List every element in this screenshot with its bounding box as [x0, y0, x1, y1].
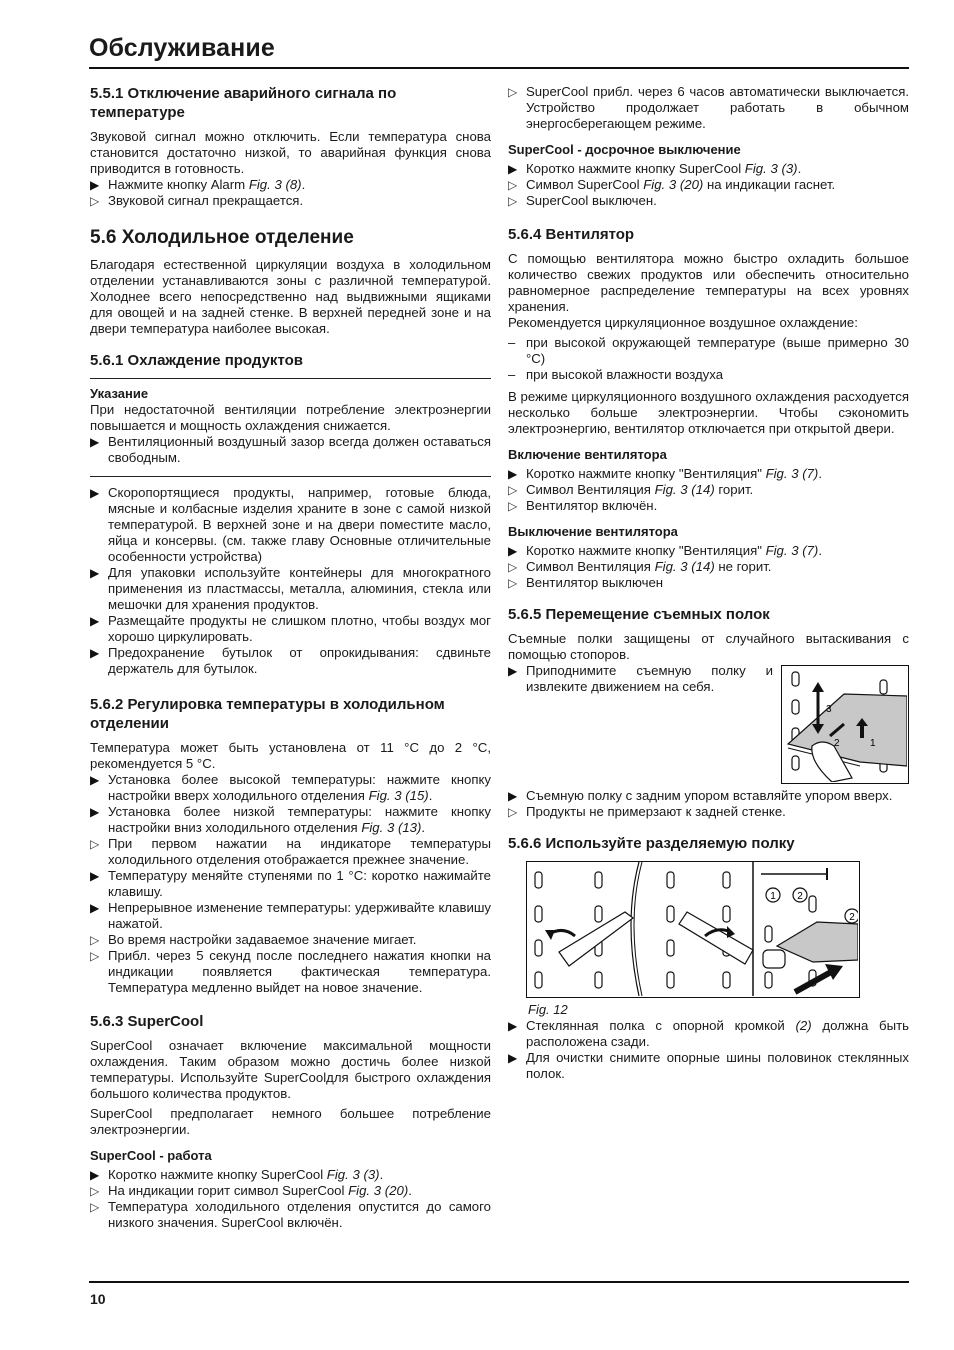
result-arrow-icon [90, 193, 104, 209]
figure-reference: Fig. 3 (3) [326, 1167, 380, 1182]
result-arrow-icon [90, 1199, 104, 1215]
result-step: ▷ Символ SuperCool Fig. 3 (20) на индикации гаснет. [508, 177, 909, 193]
result-step: ▷ Вентилятор включён. [508, 498, 909, 514]
svg-text:3: 3 [826, 704, 832, 715]
action-step: ▶ Непрерывное изменение температуры: удерживайте клавишу нажатой. [90, 900, 491, 932]
action-arrow-icon [90, 900, 104, 916]
split-shelf-steps [508, 1018, 909, 1082]
result-step: ▷ Символ Вентиляция Fig. 3 (14) не горит. [508, 559, 909, 575]
result-arrow-icon [90, 932, 104, 948]
action-step: ▶ Нажмите кнопку Alarm Fig. 3 (8). [90, 177, 491, 193]
result-arrow-icon [90, 948, 104, 964]
section-5-5-1-heading: 5.5.1 Отключение аварийного сигнала по температуре [90, 85, 397, 121]
result-arrow-icon [508, 575, 522, 591]
action-step: ▶ Коротко нажмите кнопку SuperCool Fig. 3 (3). [508, 161, 909, 177]
action-arrow-icon [90, 613, 104, 629]
figure-reference: (2) [795, 1018, 812, 1033]
figure-reference: Fig. 3 (14) [654, 482, 715, 497]
notice-title: Указание [90, 386, 149, 401]
section-5-6-1-heading: 5.6.1 Охлаждение продуктов [90, 352, 303, 369]
action-arrow-icon [508, 663, 522, 679]
fan-off-title: Выключение вентилятора [508, 524, 678, 539]
notice-box [90, 378, 491, 477]
footer-rule [89, 1281, 909, 1283]
action-arrow-icon [508, 466, 522, 482]
action-arrow-icon [508, 543, 522, 559]
figure-reference: Fig. 3 (14) [654, 559, 715, 574]
shelves-text: Съемные полки защищены от случайного вытаскивания с помощью стопоров. [508, 631, 909, 662]
action-step: ▶ Для упаковки используйте контейнеры для многократного применения из пластмассы, металла, алюминия, стекла или мешочки для хранения продуктов. [90, 565, 491, 613]
result-step: ▷ Вентилятор выключен [508, 575, 909, 591]
svg-text:1: 1 [770, 891, 776, 902]
result-arrow-icon [508, 193, 522, 209]
dash-bullet-icon [508, 367, 522, 383]
figure-reference: Fig. 3 (7) [765, 466, 819, 481]
section-5-6-5-heading: 5.6.5 Перемещение съемных полок [508, 606, 770, 623]
fan-off-steps [508, 543, 909, 591]
figure-reference: Fig. 3 (20) [348, 1183, 409, 1198]
section-5-6-3-heading: 5.6.3 SuperCool [90, 1013, 204, 1030]
right-column [508, 84, 909, 1082]
action-arrow-icon [508, 1018, 522, 1034]
action-step: ▶ Предохранение бутылок от опрокидывания: сдвиньте держатель для бутылок. [90, 645, 491, 677]
section-5-6-2-heading: 5.6.2 Регулировка температуры в холодильном отделении [90, 696, 445, 732]
supercool-text-1: SuperCool означает включение максимальной мощности охлаждения. Таким образом можно достичь более низкой температуры. Используйте SuperCoolдля быстрого охлаждения большого количества продуктов. [90, 1038, 491, 1101]
section-5-6-2-steps [90, 772, 491, 996]
action-step: ▶ Съемную полку с задним упором вставляйте упором вверх. [508, 788, 909, 804]
action-step: ▶ Установка более низкой температуры: нажмите кнопку настройки вниз холодильного отделения Fig. 3 (13). [90, 804, 491, 836]
figure-reference: Fig. 3 (3) [744, 161, 798, 176]
fan-conditions [508, 335, 909, 383]
action-arrow-icon [90, 177, 104, 193]
action-arrow-icon [90, 645, 104, 661]
svg-text:2: 2 [797, 891, 803, 902]
result-arrow-icon [508, 498, 522, 514]
result-step: ▷ Звуковой сигнал прекращается. [90, 193, 491, 209]
result-step: ▷ На индикации горит символ SuperCool Fig. 3 (20). [90, 1183, 491, 1199]
result-arrow-icon [508, 177, 522, 193]
action-arrow-icon [90, 1167, 104, 1183]
action-step: ▶ Вентиляционный воздушный зазор всегда должен оставаться свободным. [90, 434, 491, 466]
figure-caption: Fig. 12 [528, 1002, 568, 1017]
action-arrow-icon [508, 161, 522, 177]
figure-reference: Fig. 3 (8) [248, 177, 302, 192]
shelf-removal-row [508, 663, 909, 784]
svg-text:1: 1 [870, 738, 876, 749]
result-step: ▷ Продукты не примерзают к задней стенке. [508, 804, 909, 820]
action-arrow-icon [90, 804, 104, 820]
figure-reference: Fig. 3 (20) [643, 177, 704, 192]
section-5-6-4-heading: 5.6.4 Вентилятор [508, 226, 635, 243]
result-step: ▷ SuperCool прибл. через 6 часов автоматически выключается. Устройство продолжает работать в обычном энергосберегающем режиме. [508, 84, 909, 132]
left-column [90, 84, 491, 1231]
result-step: ▷ SuperCool выключен. [508, 193, 909, 209]
dash-item: – при высокой влажности воздуха [508, 367, 909, 383]
action-step: ▶ Коротко нажмите кнопку "Вентиляция" Fig. 3 (7). [508, 466, 909, 482]
result-step: ▷ Прибл. через 5 секунд после последнего нажатия кнопки на индикации появляется фактическая температура. Температура медленно выйдет на новое значение. [90, 948, 491, 996]
figure-reference: Fig. 3 (13) [361, 820, 422, 835]
supercool-operation-title: SuperCool - работа [90, 1148, 212, 1163]
result-arrow-icon [508, 559, 522, 575]
result-step: ▷ Во время настройки задаваемое значение мигает. [90, 932, 491, 948]
action-arrow-icon [508, 1050, 522, 1066]
shelf-insert-steps [508, 788, 909, 820]
split-shelf-drawing [527, 862, 858, 996]
svg-text:2: 2 [834, 738, 840, 749]
page-title: Обслуживание [89, 34, 275, 62]
result-step: ▷ Температура холодильного отделения опустится до самого низкого значения. SuperCool включён. [90, 1199, 491, 1231]
section-5-6-text: Благодаря естественной циркуляции воздуха в холодильном отделении устанавливаются зоны с различной температурой. Холоднее всего непосредственно над выдвижными ящиками для овощей и на задней стенке. В верхней передней зоне и на двери температура наиболее высокая. [90, 257, 491, 336]
dash-item: – при высокой окружающей температуре (выше примерно 30 °C) [508, 335, 909, 367]
notice-text: При недостаточной вентиляции потребление электроэнергии повышается и мощность охлаждения снижается. [90, 402, 491, 433]
action-step: ▶ Коротко нажмите кнопку "Вентиляция" Fig. 3 (7). [508, 543, 909, 559]
supercool-early-off-title: SuperCool - досрочное выключение [508, 142, 741, 157]
action-arrow-icon [90, 485, 104, 501]
action-step: ▶ Приподнимите съемную полку и извлеките движением на себя. [508, 663, 773, 695]
section-5-6-1-steps [90, 485, 491, 677]
action-arrow-icon [90, 772, 104, 788]
header-rule [89, 67, 909, 69]
supercool-operation-steps [90, 1167, 491, 1231]
result-arrow-icon [90, 836, 104, 852]
figure-reference: Fig. 3 (7) [765, 543, 819, 558]
supercool-text-2: SuperCool предполагает немного большее потребление электроэнергии. [90, 1106, 491, 1137]
action-step: ▶ Стеклянная полка с опорной кромкой (2) должна быть расположена сзади. [508, 1018, 909, 1050]
action-arrow-icon [90, 434, 104, 450]
action-arrow-icon [508, 788, 522, 804]
action-step: ▶ Установка более высокой температуры: нажмите кнопку настройки вверх холодильного отделения Fig. 3 (15). [90, 772, 491, 804]
result-arrow-icon [90, 1183, 104, 1199]
result-step: ▷ Символ Вентиляция Fig. 3 (14) горит. [508, 482, 909, 498]
split-shelf-illustration [526, 861, 860, 998]
page-number: 10 [90, 1291, 106, 1307]
supercool-auto-off [508, 84, 909, 132]
fan-on-steps [508, 466, 909, 514]
fan-on-title: Включение вентилятора [508, 447, 667, 462]
fan-text-2: Рекомендуется циркуляционное воздушное охлаждение: [508, 315, 858, 330]
figure-reference: Fig. 3 (15) [368, 788, 429, 803]
action-step: ▶ Для очистки снимите опорные шины половинок стеклянных полок. [508, 1050, 909, 1082]
section-5-6-6-heading: 5.6.6 Используйте разделяемую полку [508, 835, 795, 852]
section-5-5-1-text: Звуковой сигнал можно отключить. Если температура снова становится достаточно низкой, то аварийная функция снова приводится в готовность. [90, 129, 491, 176]
action-arrow-icon [90, 868, 104, 884]
action-step: ▶ Размещайте продукты не слишком плотно, чтобы воздух мог хорошо циркулировать. [90, 613, 491, 645]
shelf-removal-drawing [782, 666, 907, 782]
action-step: ▶ Скоропортящиеся продукты, например, готовые блюда, мясные и колбасные изделия храните в зоне с самой низкой температурой. В верхней зоне и на двери поместите масло, яйца и консервы. (см. также главу Основные отличительные особенности устройства) [90, 485, 491, 565]
action-step: ▶ Коротко нажмите кнопку SuperCool Fig. 3 (3). [90, 1167, 491, 1183]
svg-text:2: 2 [849, 912, 855, 923]
result-arrow-icon [508, 804, 522, 820]
fan-text-1: С помощью вентилятора можно быстро охладить большое количество свежих продуктов или обеспечить относительно равномерное распределение температуры на всех уровнях хранения. [508, 251, 909, 314]
shelf-removal-illustration [781, 665, 909, 784]
action-arrow-icon [90, 565, 104, 581]
result-step: ▷ При первом нажатии на индикаторе температуры холодильного отделения отображается прежнее значение. [90, 836, 491, 868]
action-step: ▶ Температуру меняйте ступенями по 1 °C: коротко нажимайте клавишу. [90, 868, 491, 900]
section-5-6-heading: 5.6 Холодильное отделение [90, 227, 354, 248]
result-arrow-icon [508, 482, 522, 498]
fan-text-3: В режиме циркуляционного воздушного охлаждения расходуется несколько больше электроэнергии. Чтобы сэкономить электроэнергию, вентилятор отключается при открытой двери. [508, 389, 909, 436]
result-arrow-icon [508, 84, 522, 100]
section-5-5-1-steps [90, 177, 491, 209]
supercool-early-off-steps [508, 161, 909, 209]
section-5-6-2-text: Температура может быть установлена от 11 °C до 2 °C, рекомендуется 5 °C. [90, 740, 491, 771]
dash-bullet-icon [508, 335, 522, 351]
